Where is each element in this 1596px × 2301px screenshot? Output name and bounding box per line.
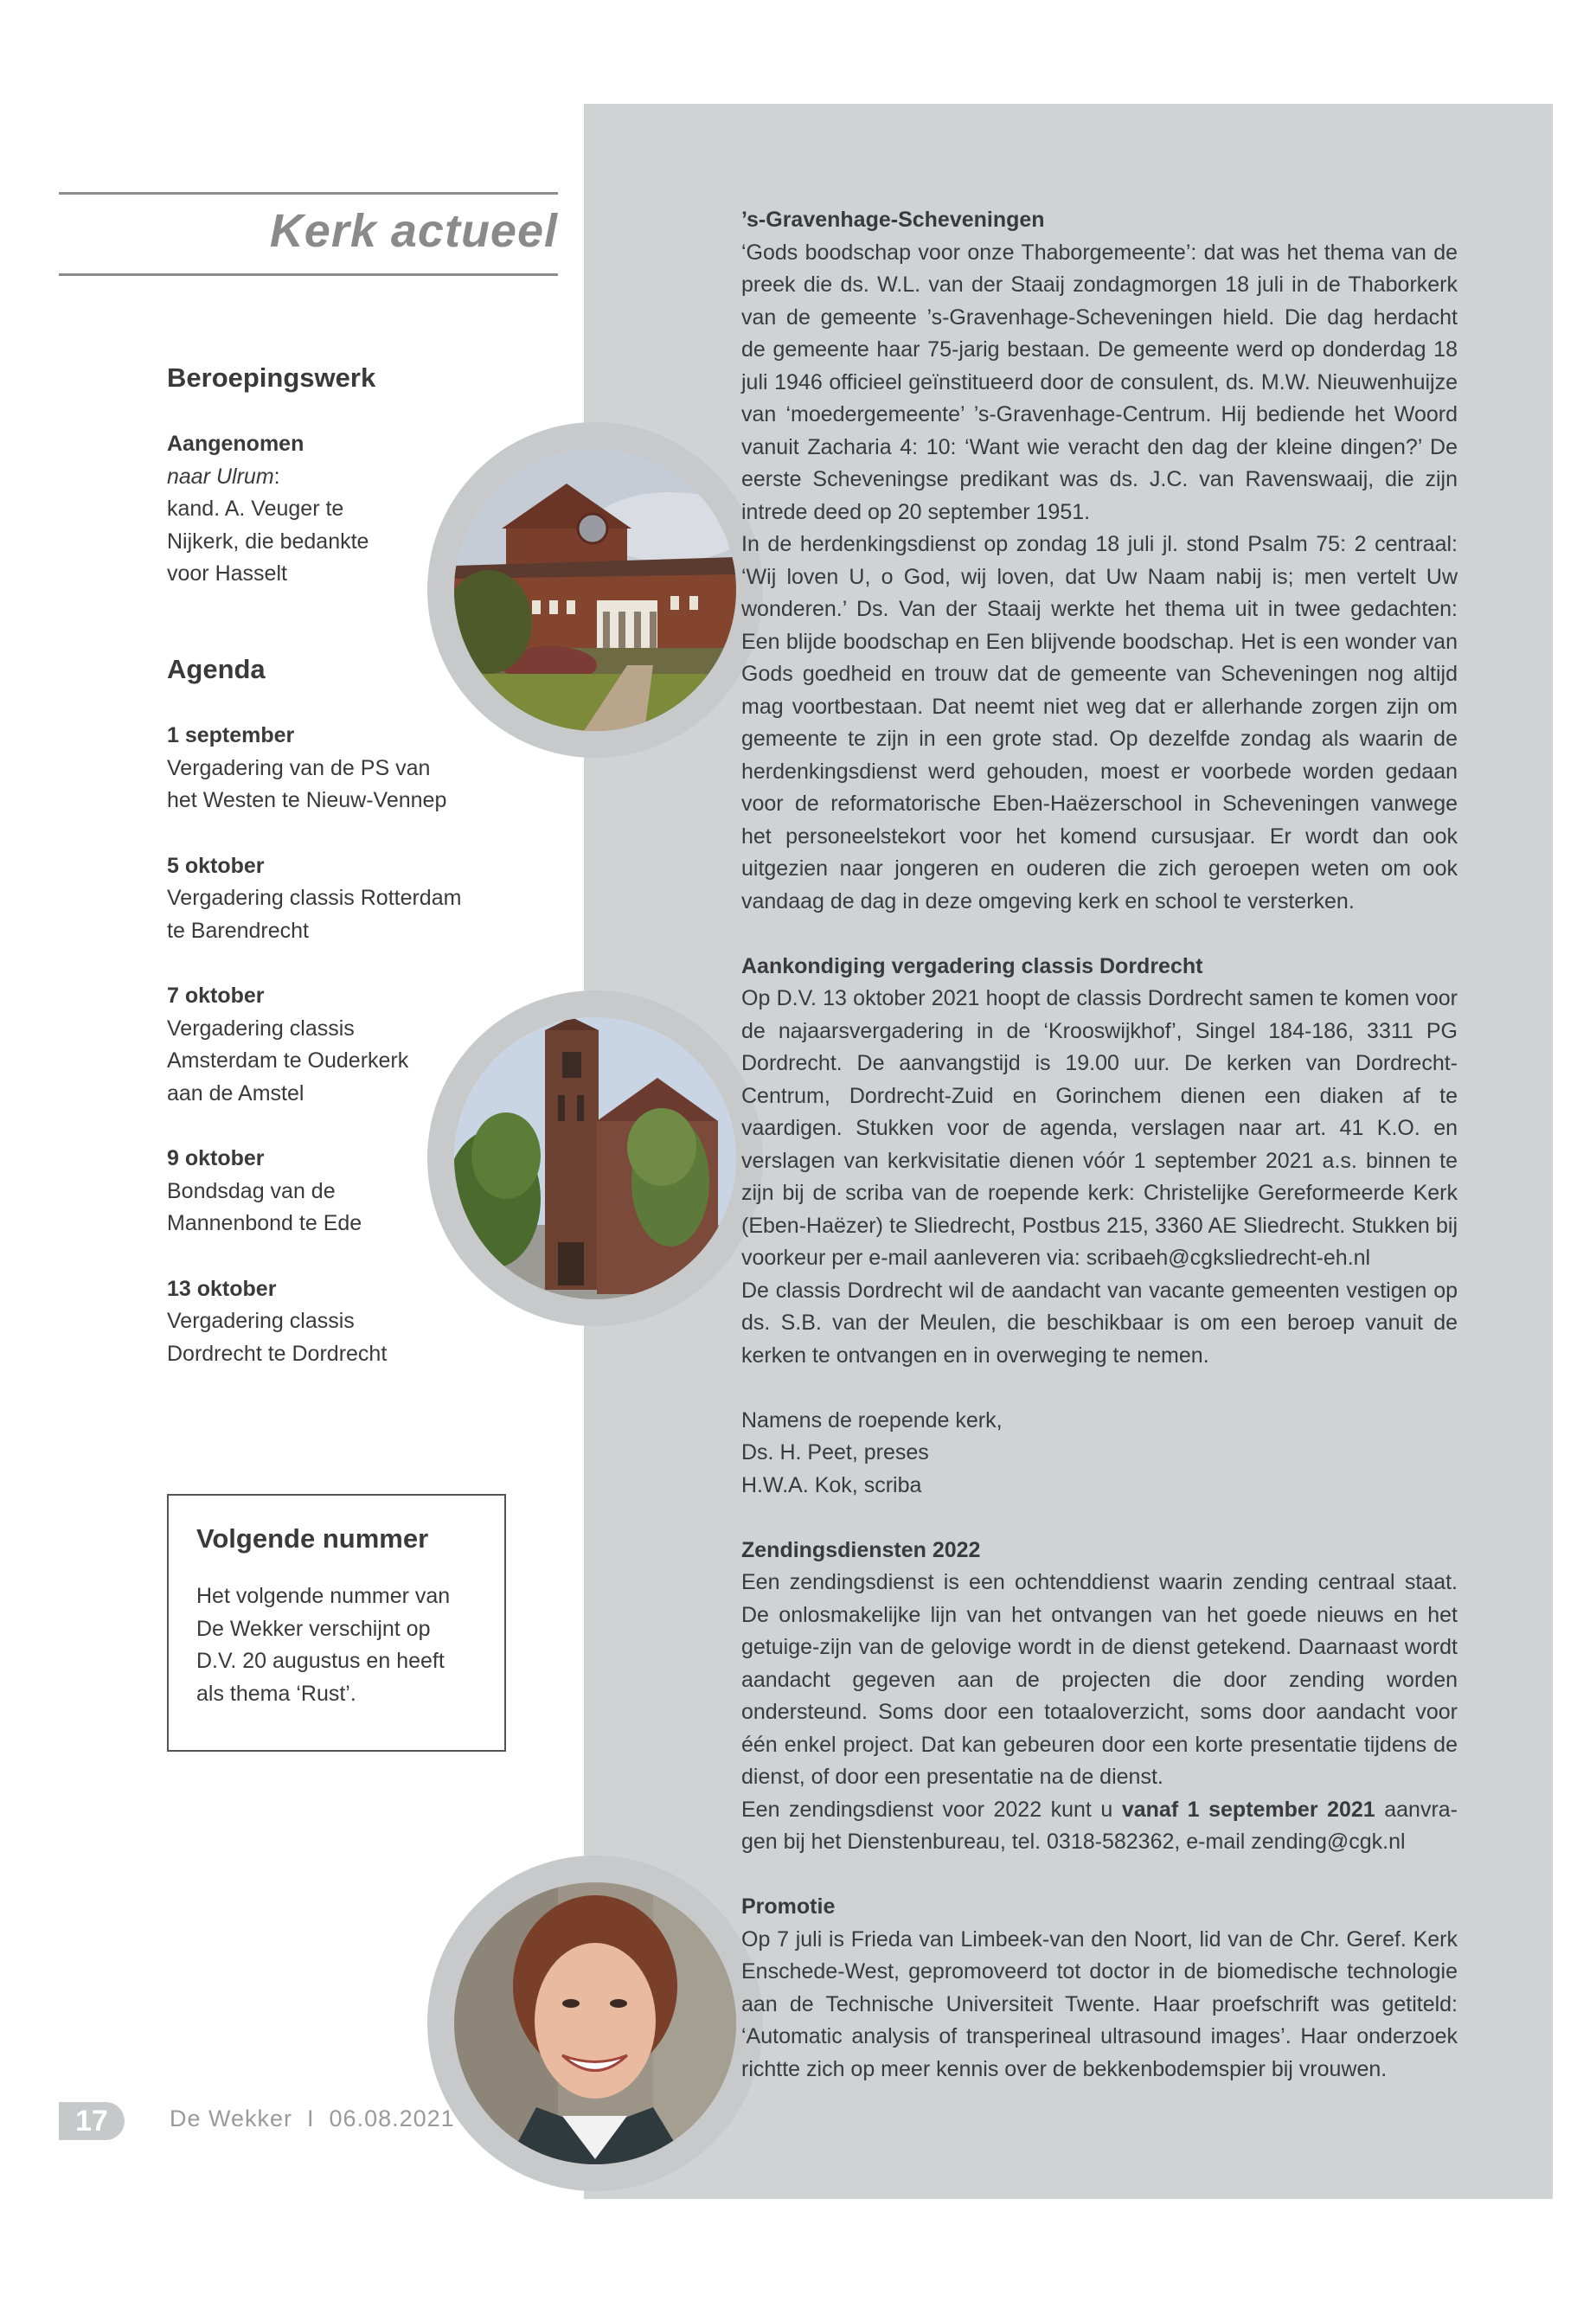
agenda-heading: Agenda: [167, 654, 266, 684]
signoff-line: H.W.A. Kok, scriba: [741, 1472, 922, 1497]
beroeping-place-line: naar Ulrum:: [167, 464, 280, 489]
signoff-line: Ds. H. Peet, preses: [741, 1440, 929, 1465]
agenda-item: [167, 1273, 530, 1371]
agenda-line: Vergadering classis Rotterdam: [167, 886, 462, 910]
section-title: Kerk actueel: [269, 205, 558, 257]
dordrecht-heading: Aankondiging vergadering classis Dordrecht: [741, 953, 1203, 978]
zending-paragraph: Een zendingsdienst is een ochtenddienst waarin zending centraal staat. De onlosmakelijke lijn van het ontvangen van het goede nieuws en het getuige-zijn van de gelovige wordt in de dienst getekend. Daarnaast wordt aandacht gegeven aan de projecten die door zending worden ondersteund. Soms door een totaaloverzicht, soms door aandacht voor één enkel project. Dat kan gebeuren door een korte presentatie tijdens de dienst, of door een presentatie na de dienst.: [741, 1570, 1458, 1789]
zending-date-bold: vanaf 1 september 2021: [1121, 1797, 1375, 1822]
agenda-line: te Barendrecht: [167, 918, 309, 943]
agenda-date: 1 september: [167, 723, 295, 747]
main-article-column: [741, 204, 1458, 2086]
zending-paragraph: Een zendingsdienst voor 2022 kunt u vanaf 1 september 2021 aanvra-gen bij het Dienstenbureau, tel. 0318-582362, e-mail zending@cgk.nl: [741, 1797, 1458, 1854]
promotie-heading: Promotie: [741, 1894, 836, 1919]
agenda-line: Bondsdag van de: [167, 1178, 336, 1203]
agenda-line: het Westen te Nieuw-Vennep: [167, 788, 447, 812]
portrait-photo: [427, 1856, 763, 2191]
next-issue-heading: Volgende nummer: [196, 1523, 429, 1554]
agenda-line: Vergadering classis: [167, 1309, 355, 1333]
agenda-date: 13 oktober: [167, 1276, 277, 1301]
next-issue-line: als thema ‘Rust’.: [196, 1681, 356, 1706]
zending-heading: Zendingsdiensten 2022: [741, 1537, 981, 1562]
beroeping-line: Nijkerk, die bedankte: [167, 529, 369, 554]
beroepingswerk-heading: Beroepingswerk: [167, 362, 376, 393]
next-issue-line: D.V. 20 augustus en heeft: [196, 1649, 445, 1673]
agenda-line: Amsterdam te Ouderkerk: [167, 1048, 409, 1073]
title-rule-top: [59, 192, 558, 195]
church-photo-1: [427, 422, 763, 758]
beroeping-place: naar Ulrum: [167, 464, 274, 489]
publication-footer: De Wekker I 06.08.2021: [170, 2106, 455, 2131]
page-number: 17: [59, 2102, 125, 2140]
title-rule-bottom: [59, 273, 558, 276]
beroeping-line: voor Hasselt: [167, 561, 287, 586]
church-photo-2: [427, 990, 763, 1326]
next-issue-line: Het volgende nummer van: [196, 1584, 451, 1608]
scheveningen-paragraph: ‘Gods boodschap voor onze Thaborgemeente’: dat was het thema van de preek die ds. W.L. van der Staaij zondagmorgen 18 juli in de Thaborkerk van de gemeente ’s-Gravenhage-Scheveningen hield. Die dag herdacht de gemeente haar 75-jarig bestaan. De gemeente werd op donderdag 18 juli 1946 officieel geïnstitueerd door de consulent, ds. M.W. Nieuwenhuijze van ‘moedergemeente’ ’s-Gravenhage-Centrum. Hij bediende het Woord vanuit Zacharia 4: 10: ‘Want wie veracht den dag der kleine dingen?’ De eerste Scheveningse predikant was ds. J.C. van Ravenswaaij, die zijn intrede deed op 20 september 1951.: [741, 240, 1458, 524]
agenda-date: 5 oktober: [167, 853, 265, 878]
agenda-item: [167, 720, 530, 817]
signoff-line: Namens de roepende kerk,: [741, 1407, 1003, 1433]
agenda-date: 7 oktober: [167, 984, 265, 1008]
aangenomen-label: Aangenomen: [167, 432, 304, 456]
dordrecht-paragraph: De classis Dordrecht wil de aandacht van vacante gemeenten vestigen op ds. S.B. van der Meulen, die beschikbaar is om een beroep vanuit de kerken te ontvangen en in overweging te nemen.: [741, 1278, 1458, 1368]
agenda-date: 9 oktober: [167, 1146, 265, 1170]
next-issue-line: De Wekker verschijnt op: [196, 1616, 431, 1641]
promotie-paragraph: Op 7 juli is Frieda van Limbeek-van den Noort, lid van de Chr. Geref. Kerk Enschede-West, gepromoveerd tot doctor in de biomedische technologie aan de Technische Universiteit Twente. Haar proefschrift was getiteld: ‘Automatic analysis of transperineal ultrasound images’. Haar onderzoek richtte zich op meer kennis over de bekkenbodemspier bij vrouwen.: [741, 1926, 1458, 2081]
beroeping-line: kand. A. Veuger te: [167, 497, 344, 521]
scheveningen-paragraph: In de herdenkingsdienst op zondag 18 juli jl. stond Psalm 75: 2 centraal: ‘Wij loven U, o God, wij loven, dat Uw Naam nabij is; men vertelt Uw wonderen.’ Ds. Van der Staaij werkte het thema uit in twee gedachten: Een blijde boodschap en Een blijvende boodschap. Het is een wonder van Gods goedheid en trouw dat de gemeente van Scheveningen nog altijd mag voortbestaan. Dat neemt niet weg dat er allerhande zorgen zijn om gemeente te zijn in een grote stad. Op dezelfde zondag als waarin de herdenkingsdienst werd gehouden, moest er voorbede worden gedaan voor de reformatorische Eben-Haëzerschool in Scheveningen vanwege het personeelstekort voor het komend cursusjaar. Er wordt dan ook uitgezien naar jongeren en ouderen die zich geroepen weten om ook vandaag de dag in deze omgeving kerk en school te versterken.: [741, 532, 1458, 913]
scheveningen-heading: ’s-Gravenhage-Scheveningen: [741, 208, 1045, 232]
agenda-line: Vergadering van de PS van: [167, 755, 431, 780]
agenda-line: aan de Amstel: [167, 1080, 304, 1106]
agenda-line: Vergadering classis: [167, 1016, 355, 1041]
next-issue-box: [167, 1494, 506, 1752]
dordrecht-paragraph: Op D.V. 13 oktober 2021 hoopt de classis Dordrecht samen te komen voor de najaarsvergadering in de ‘Krooswijkhof’, Singel 184-186, 3311 PG Dordrecht. De aanvangstijd is 19.00 uur. De kerken van Dordrecht-Centrum, Dordrecht-Zuid en Gorinchem dienen een diaken af te vaardigen. Stukken voor de agenda, verslagen naar art. 41 K.O. en verslagen van kerkvisitatie dienen vóór 1 september 2021 a.s. binnen te zijn bij de scriba van de roepende kerk: Christelijke Gereformeerde Kerk (Eben-Haëzer) te Sliedrecht, Postbus 215, 3360 AE Sliedrecht. Stukken bij voorkeur per e-mail aanleveren via: scribaeh@cgksliedrecht-eh.nl: [741, 986, 1458, 1270]
agenda-line: Dordrecht te Dordrecht: [167, 1341, 388, 1366]
agenda-item: [167, 850, 530, 948]
agenda-line: Mannenbond te Ede: [167, 1211, 362, 1235]
